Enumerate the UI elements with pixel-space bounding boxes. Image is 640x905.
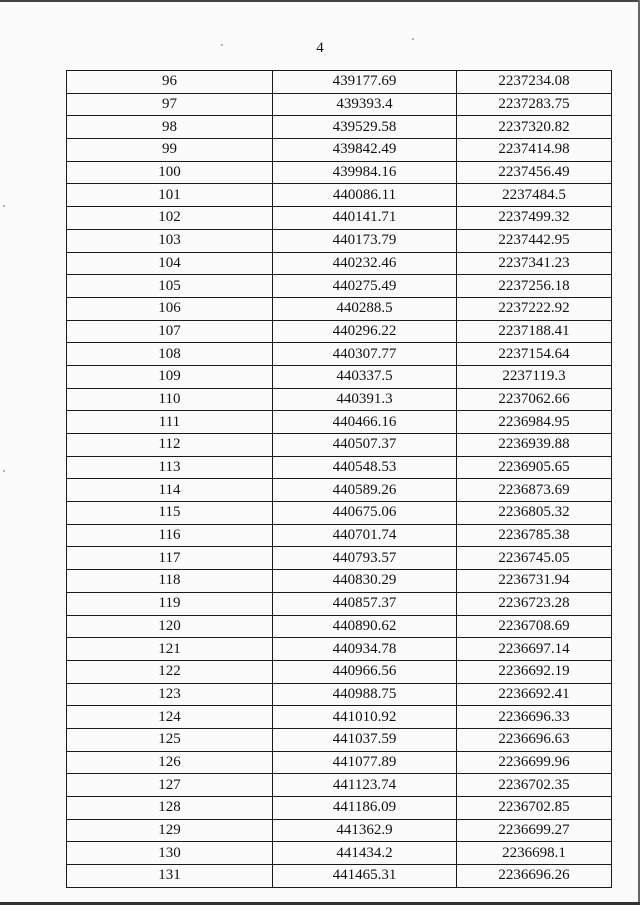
point-number-cell: 126 [67,751,273,774]
point-number-cell: 120 [67,615,273,638]
x-coordinate-cell: 440857.37 [273,592,457,615]
y-coordinate-cell: 2236702.85 [457,797,612,820]
y-coordinate-cell: 2237283.75 [457,93,612,116]
coordinate-table [66,70,612,888]
point-number-cell: 117 [67,547,273,570]
x-coordinate-cell: 440675.06 [273,502,457,525]
table-row [67,819,612,842]
y-coordinate-cell: 2237414.98 [457,139,612,162]
point-number-cell: 100 [67,161,273,184]
y-coordinate-cell: 2237484.5 [457,184,612,207]
table-row [67,479,612,502]
x-coordinate-cell: 440337.5 [273,365,457,388]
x-coordinate-cell: 440830.29 [273,570,457,593]
table-row [67,456,612,479]
point-number-cell: 116 [67,524,273,547]
table-row [67,139,612,162]
point-number-cell: 103 [67,229,273,252]
table-row [67,683,612,706]
point-number-cell: 107 [67,320,273,343]
y-coordinate-cell: 2236698.1 [457,842,612,865]
point-number-cell: 123 [67,683,273,706]
y-coordinate-cell: 2236805.32 [457,502,612,525]
y-coordinate-cell: 2236984.95 [457,411,612,434]
point-number-cell: 122 [67,660,273,683]
x-coordinate-cell: 441077.89 [273,751,457,774]
x-coordinate-cell: 441465.31 [273,865,457,888]
point-number-cell: 96 [67,71,273,94]
table-row [67,297,612,320]
point-number-cell: 106 [67,297,273,320]
y-coordinate-cell: 2237499.32 [457,207,612,230]
x-coordinate-cell: 440173.79 [273,229,457,252]
x-coordinate-cell: 441037.59 [273,728,457,751]
scan-speck [3,470,5,472]
x-coordinate-cell: 439393.4 [273,93,457,116]
table-row [67,411,612,434]
y-coordinate-cell: 2236692.41 [457,683,612,706]
table-row [67,275,612,298]
x-coordinate-cell: 439177.69 [273,71,457,94]
table-row [67,728,612,751]
table-row [67,797,612,820]
x-coordinate-cell: 441186.09 [273,797,457,820]
table-row [67,365,612,388]
page-number: 4 [316,40,324,56]
table-row [67,842,612,865]
x-coordinate-cell: 439842.49 [273,139,457,162]
x-coordinate-cell: 440701.74 [273,524,457,547]
y-coordinate-cell: 2237188.41 [457,320,612,343]
x-coordinate-cell: 441010.92 [273,706,457,729]
table-row [67,615,612,638]
x-coordinate-cell: 439984.16 [273,161,457,184]
table-row [67,706,612,729]
table-row [67,660,612,683]
point-number-cell: 97 [67,93,273,116]
table-row [67,207,612,230]
scan-edge-top [0,0,640,2]
point-number-cell: 98 [67,116,273,139]
table-row [67,252,612,275]
y-coordinate-cell: 2236699.27 [457,819,612,842]
x-coordinate-cell: 440141.71 [273,207,457,230]
x-coordinate-cell: 440086.11 [273,184,457,207]
x-coordinate-cell: 440288.5 [273,297,457,320]
table-row [67,184,612,207]
x-coordinate-cell: 441434.2 [273,842,457,865]
x-coordinate-cell: 440296.22 [273,320,457,343]
point-number-cell: 104 [67,252,273,275]
point-number-cell: 128 [67,797,273,820]
table-row [67,524,612,547]
y-coordinate-cell: 2237341.23 [457,252,612,275]
table-row [67,388,612,411]
table-row [67,93,612,116]
y-coordinate-cell: 2237234.08 [457,71,612,94]
x-coordinate-cell: 440966.56 [273,660,457,683]
x-coordinate-cell: 439529.58 [273,116,457,139]
y-coordinate-cell: 2237320.82 [457,116,612,139]
point-number-cell: 109 [67,365,273,388]
y-coordinate-cell: 2236692.19 [457,660,612,683]
x-coordinate-cell: 440232.46 [273,252,457,275]
point-number-cell: 118 [67,570,273,593]
x-coordinate-cell: 440988.75 [273,683,457,706]
y-coordinate-cell: 2236905.65 [457,456,612,479]
point-number-cell: 113 [67,456,273,479]
x-coordinate-cell: 440793.57 [273,547,457,570]
point-number-cell: 102 [67,207,273,230]
table-row [67,638,612,661]
point-number-cell: 127 [67,774,273,797]
point-number-cell: 119 [67,592,273,615]
point-number-cell: 130 [67,842,273,865]
x-coordinate-cell: 440391.3 [273,388,457,411]
y-coordinate-cell: 2237119.3 [457,365,612,388]
x-coordinate-cell: 440307.77 [273,343,457,366]
table-row [67,865,612,888]
y-coordinate-cell: 2237222.92 [457,297,612,320]
x-coordinate-cell: 441123.74 [273,774,457,797]
x-coordinate-cell: 440934.78 [273,638,457,661]
table-row [67,592,612,615]
point-number-cell: 121 [67,638,273,661]
y-coordinate-cell: 2236939.88 [457,434,612,457]
y-coordinate-cell: 2237154.64 [457,343,612,366]
y-coordinate-cell: 2236708.69 [457,615,612,638]
point-number-cell: 124 [67,706,273,729]
x-coordinate-cell: 440589.26 [273,479,457,502]
y-coordinate-cell: 2236696.63 [457,728,612,751]
x-coordinate-cell: 440507.37 [273,434,457,457]
table-row [67,547,612,570]
y-coordinate-cell: 2236785.38 [457,524,612,547]
table-row [67,751,612,774]
y-coordinate-cell: 2237256.18 [457,275,612,298]
y-coordinate-cell: 2236702.35 [457,774,612,797]
y-coordinate-cell: 2236696.26 [457,865,612,888]
y-coordinate-cell: 2236699.96 [457,751,612,774]
y-coordinate-cell: 2236696.33 [457,706,612,729]
y-coordinate-cell: 2236873.69 [457,479,612,502]
y-coordinate-cell: 2236697.14 [457,638,612,661]
point-number-cell: 112 [67,434,273,457]
y-coordinate-cell: 2237442.95 [457,229,612,252]
y-coordinate-cell: 2236731.94 [457,570,612,593]
point-number-cell: 99 [67,139,273,162]
point-number-cell: 125 [67,728,273,751]
table-row [67,71,612,94]
point-number-cell: 110 [67,388,273,411]
x-coordinate-cell: 440466.16 [273,411,457,434]
table-row [67,343,612,366]
point-number-cell: 115 [67,502,273,525]
y-coordinate-cell: 2236745.05 [457,547,612,570]
point-number-cell: 111 [67,411,273,434]
point-number-cell: 108 [67,343,273,366]
x-coordinate-cell: 440548.53 [273,456,457,479]
table-row [67,434,612,457]
point-number-cell: 131 [67,865,273,888]
point-number-cell: 129 [67,819,273,842]
x-coordinate-cell: 440275.49 [273,275,457,298]
point-number-cell: 105 [67,275,273,298]
x-coordinate-cell: 440890.62 [273,615,457,638]
y-coordinate-cell: 2237456.49 [457,161,612,184]
y-coordinate-cell: 2236723.28 [457,592,612,615]
scan-speck [3,205,5,207]
table-row [67,116,612,139]
table-row [67,774,612,797]
table-row [67,320,612,343]
table-row [67,570,612,593]
x-coordinate-cell: 441362.9 [273,819,457,842]
point-number-cell: 101 [67,184,273,207]
table-row [67,502,612,525]
point-number-cell: 114 [67,479,273,502]
table-row [67,161,612,184]
y-coordinate-cell: 2237062.66 [457,388,612,411]
table-row [67,229,612,252]
coordinate-table-body [67,71,612,888]
